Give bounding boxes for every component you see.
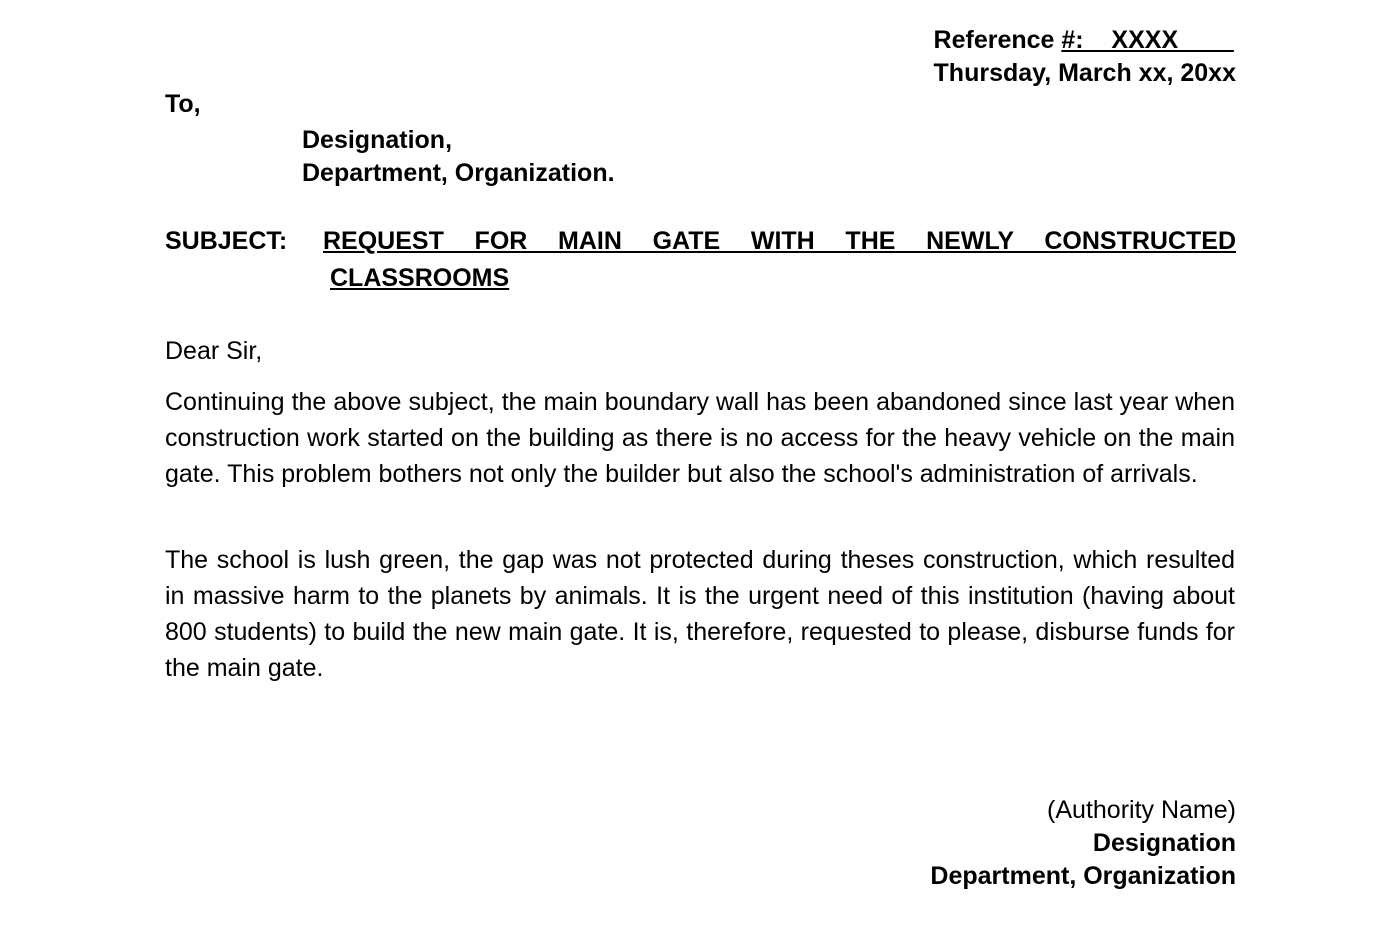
subject-line-1: REQUEST FOR MAIN GATE WITH THE NEWLY CONSTRUCTED: [323, 227, 1236, 255]
reference-value: #:__XXXX____: [1061, 26, 1234, 54]
recipient-designation: Designation,: [302, 126, 453, 154]
subject-label: SUBJECT:: [165, 227, 288, 255]
reference-label: Reference: [933, 26, 1062, 54]
recipient-block: [302, 124, 615, 190]
authority-department: Department, Organization: [930, 862, 1236, 890]
reference-line: [934, 24, 1236, 57]
recipient-department: Department, Organization.: [302, 159, 615, 187]
reference-block: [934, 24, 1236, 90]
subject-line-2: CLASSROOMS: [330, 264, 510, 292]
body-paragraph-1: Continuing the above subject, the main boundary wall has been abandoned since last year when construction work started on the building as there is no access for the heavy vehicle on the main gate. This problem bothers not only the builder but also the school's administration of arrivals.: [165, 388, 1235, 488]
signature-block: [930, 794, 1236, 893]
letter-date: Thursday, March xx, 20xx: [933, 59, 1236, 87]
to-label: To,: [165, 90, 201, 118]
authority-name: (Authority Name): [1047, 796, 1236, 824]
salutation: Dear Sir,: [165, 337, 263, 365]
body-paragraph-2: The school is lush green, the gap was not protected during theses construction, which resulted in massive harm to the planets by animals. It is the urgent need of this institution (having about 800 students) to build the new main gate. It is, therefore, requested to please, disburse funds for the main gate.: [165, 546, 1235, 682]
authority-designation: Designation: [1092, 829, 1236, 857]
